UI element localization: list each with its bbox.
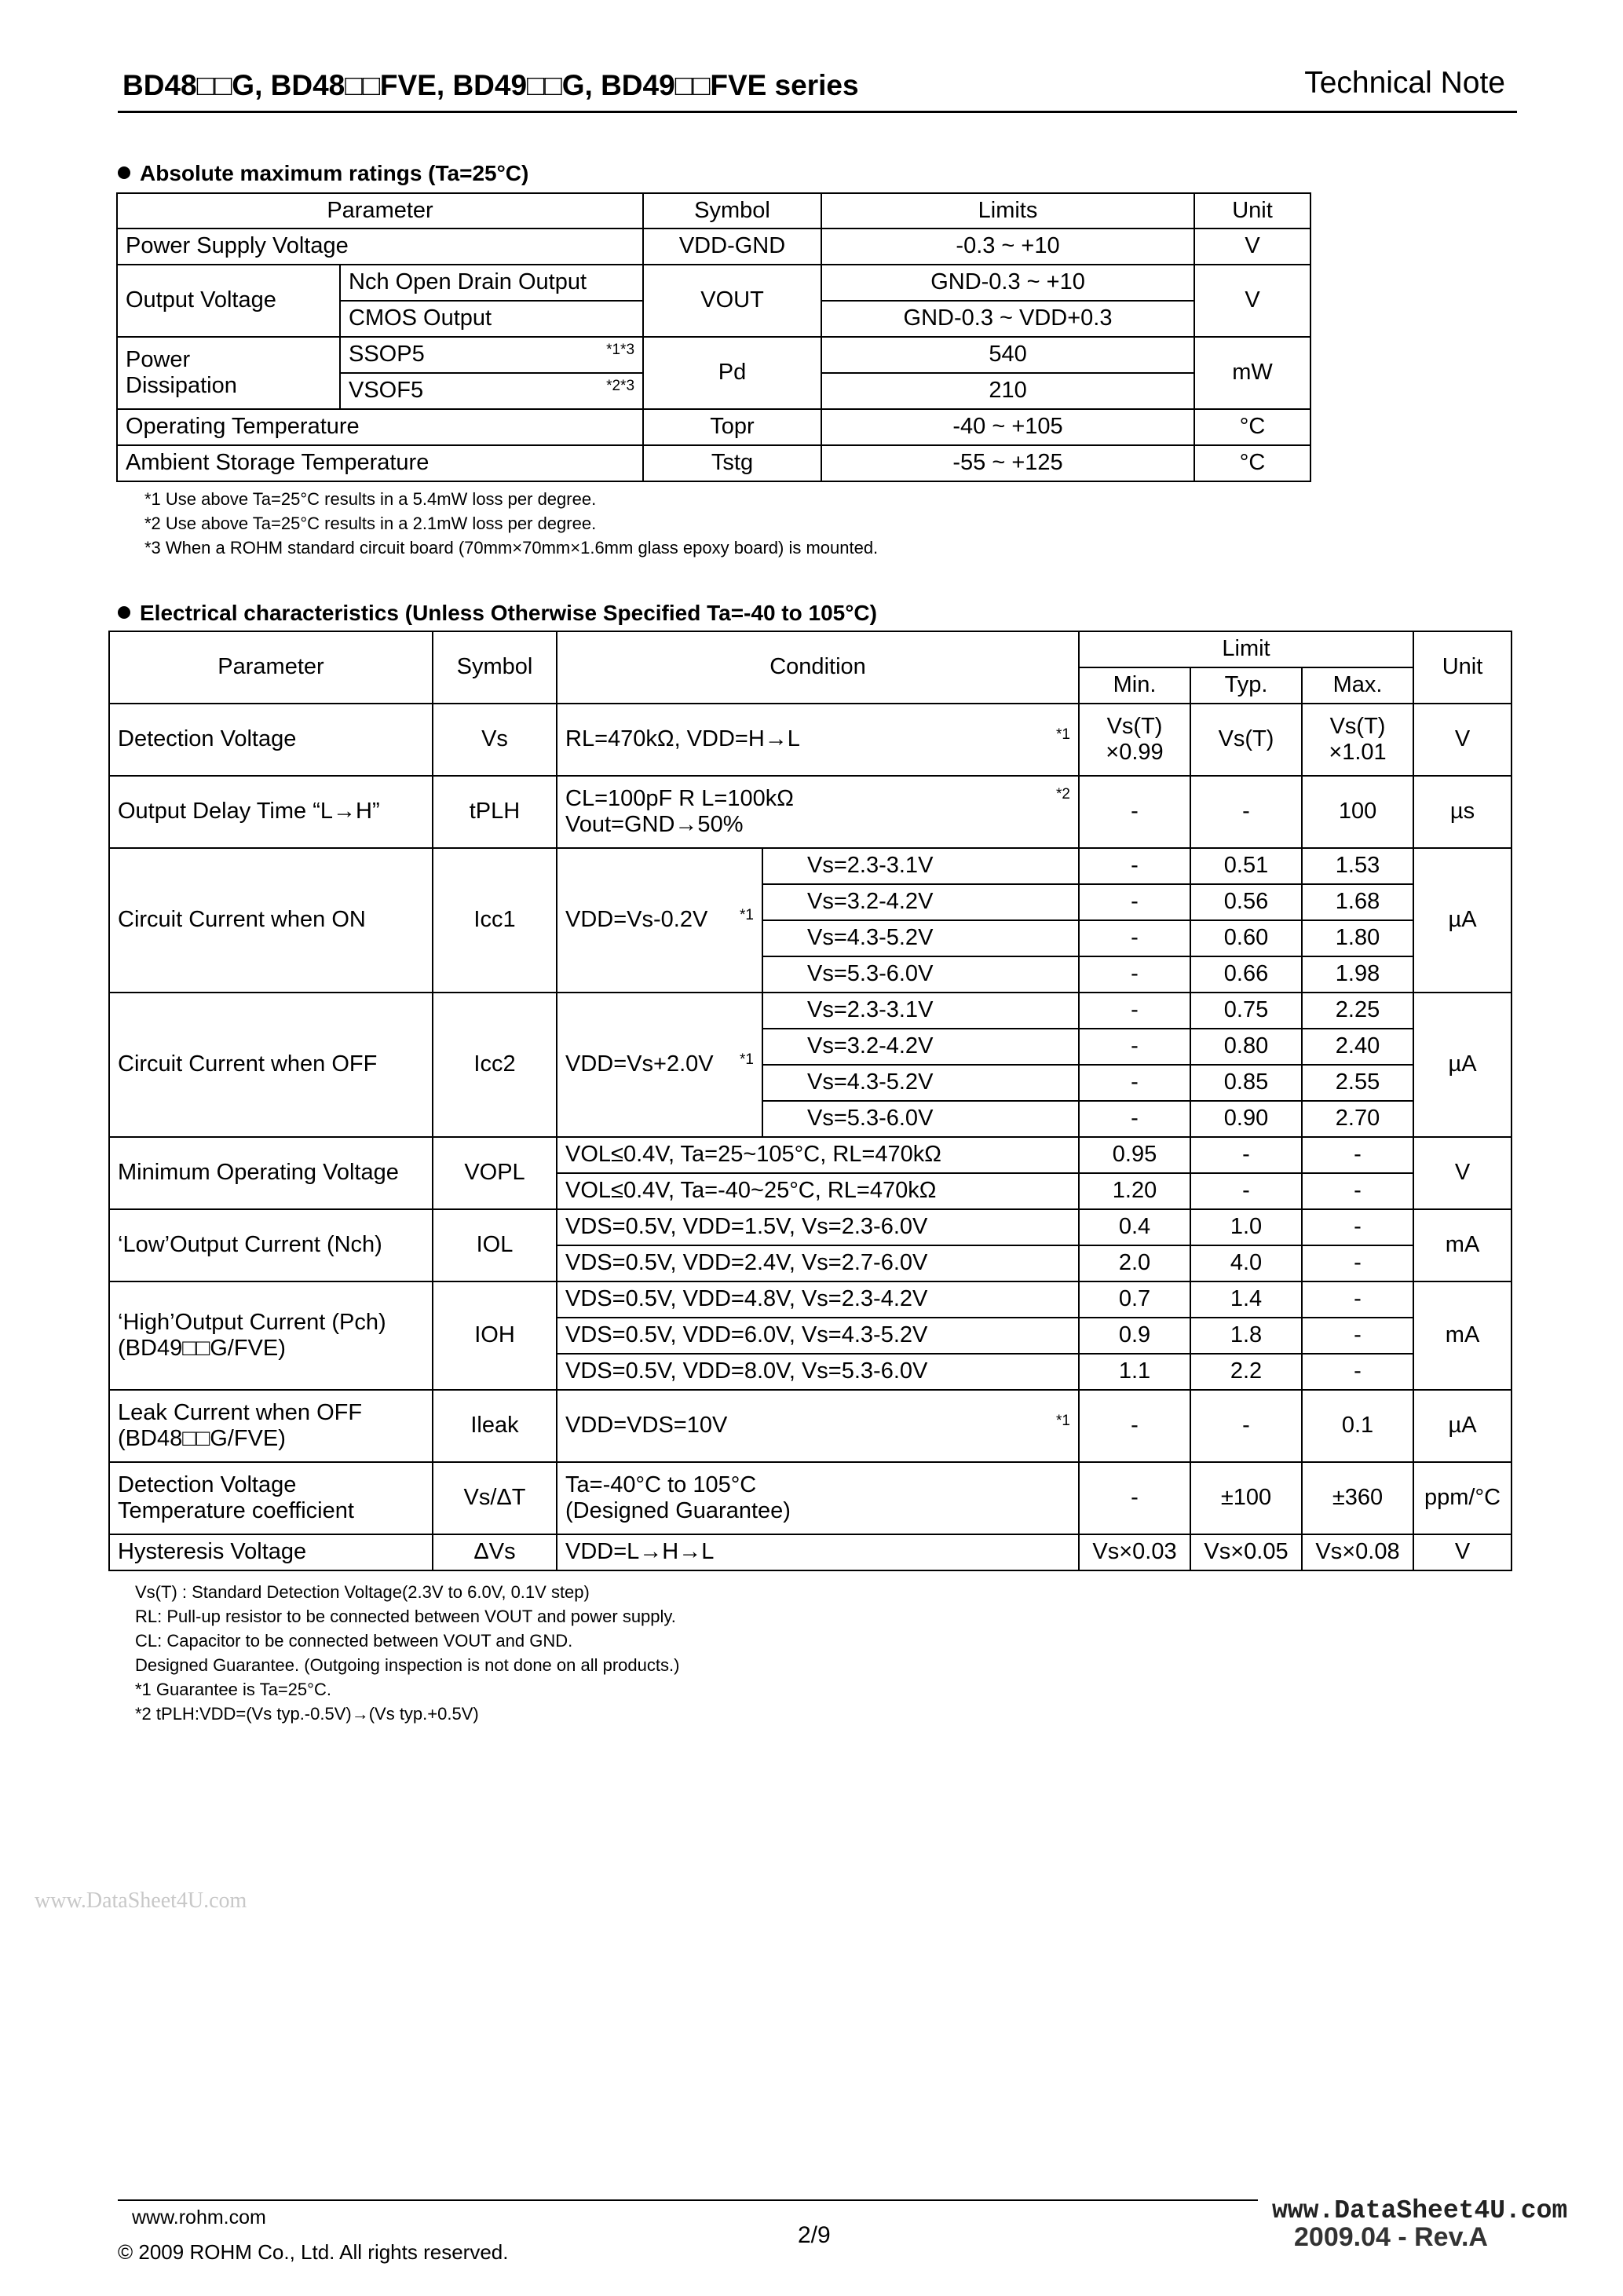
min-cell: Vs×0.03 (1079, 1534, 1190, 1570)
bullet-icon (118, 166, 130, 179)
typ-cell: Vs×0.05 (1190, 1534, 1302, 1570)
table-row (109, 1462, 1512, 1534)
condition-line: Vout=GND→50% (565, 812, 744, 837)
elec-char-table (108, 631, 1512, 1571)
symbol-cell: tPLH (433, 776, 557, 848)
unit-cell: °C (1194, 409, 1310, 445)
symbol-cell: Vs/ΔT (433, 1462, 557, 1534)
typ-cell: 0.80 (1190, 1029, 1302, 1065)
symbol-cell: VOUT (643, 265, 821, 337)
table-row (109, 993, 1512, 1029)
unit-cell: V (1413, 1137, 1512, 1209)
unit-cell: V (1413, 1534, 1512, 1570)
typ-cell: 0.56 (1190, 884, 1302, 920)
header-cell: Limits (821, 193, 1194, 229)
range-cell: Vs=5.3-6.0V (762, 956, 1079, 993)
max-cell: 2.55 (1302, 1065, 1413, 1101)
min-cell: 0.7 (1079, 1281, 1190, 1318)
symbol-cell: Icc1 (433, 848, 557, 993)
typ-cell: - (1190, 1137, 1302, 1173)
param-line: (BD49□□G/FVE) (118, 1336, 286, 1361)
max-cell: 1.53 (1302, 848, 1413, 884)
symbol-cell: VDD-GND (643, 229, 821, 265)
condition-text: VDD=VDS=10V (565, 1413, 728, 1439)
header-cell: Typ. (1190, 667, 1302, 704)
footnote: Designed Guarantee. (Outgoing inspection is not done on all products.) (135, 1655, 680, 1675)
max-cell: - (1302, 1209, 1413, 1245)
condition-cell (557, 776, 1079, 848)
footnote: *1 Use above Ta=25°C results in a 5.4mW loss per degree. (144, 489, 597, 509)
max-cell: - (1302, 1318, 1413, 1354)
max-cell: 100 (1302, 776, 1413, 848)
max-cell: - (1302, 1354, 1413, 1390)
limit-cell: -55 ~ +125 (821, 445, 1194, 481)
subparam-cell: CMOS Output (340, 301, 643, 337)
value-line: Vs(T) (1106, 713, 1163, 739)
condition-cell: VDS=0.5V, VDD=1.5V, Vs=2.3-6.0V (557, 1209, 1079, 1245)
min-cell: 0.95 (1079, 1137, 1190, 1173)
typ-cell: ±100 (1190, 1462, 1302, 1534)
min-cell: 0.4 (1079, 1209, 1190, 1245)
max-cell: - (1302, 1173, 1413, 1209)
param-cell: Hysteresis Voltage (109, 1534, 433, 1570)
table-row (109, 1534, 1512, 1570)
symbol-cell: ΔVs (433, 1534, 557, 1570)
min-cell: - (1079, 1029, 1190, 1065)
max-cell: 2.40 (1302, 1029, 1413, 1065)
typ-cell: 2.2 (1190, 1354, 1302, 1390)
symbol-cell: Icc2 (433, 993, 557, 1137)
param-cell: Minimum Operating Voltage (109, 1137, 433, 1209)
param-line: ‘High’Output Current (Pch) (118, 1309, 386, 1335)
symbol-cell: Topr (643, 409, 821, 445)
min-cell: - (1079, 1390, 1190, 1462)
limit-cell: GND-0.3 ~ +10 (821, 265, 1194, 301)
param-line: Detection Voltage (118, 1472, 297, 1497)
condition-cell: VDS=0.5V, VDD=6.0V, Vs=4.3-5.2V (557, 1318, 1079, 1354)
note-ref: *1*3 (606, 342, 635, 359)
document-title: BD48□□G, BD48□□FVE, BD49□□G, BD49□□FVE series (122, 69, 859, 101)
note-ref: *1 (740, 907, 754, 924)
range-cell: Vs=5.3-6.0V (762, 1101, 1079, 1137)
condition-cell (557, 993, 762, 1137)
header-cell: Unit (1413, 631, 1512, 704)
param-cell (109, 1462, 433, 1534)
param-cell: ‘Low’Output Current (Nch) (109, 1209, 433, 1281)
condition-cell: VDS=0.5V, VDD=2.4V, Vs=2.7-6.0V (557, 1245, 1079, 1281)
header-cell: Symbol (433, 631, 557, 704)
header-cell: Parameter (117, 193, 643, 229)
param-cell: Circuit Current when OFF (109, 993, 433, 1137)
typ-cell: 0.60 (1190, 920, 1302, 956)
min-cell: 0.9 (1079, 1318, 1190, 1354)
note-ref: *1 (1056, 726, 1070, 744)
max-cell: - (1302, 1245, 1413, 1281)
elec-char-heading-text: Electrical characteristics (Unless Otherwise Specified Ta=-40 to 105°C) (140, 601, 877, 625)
table-row (109, 1390, 1512, 1462)
typ-cell: 0.90 (1190, 1101, 1302, 1137)
max-cell: 2.70 (1302, 1101, 1413, 1137)
max-cell: 0.1 (1302, 1390, 1413, 1462)
min-cell: - (1079, 920, 1190, 956)
watermark-text: www.DataSheet4U.com (35, 1888, 247, 1913)
condition-line: CL=100pF R L=100kΩ (565, 785, 794, 811)
symbol-cell: Pd (643, 337, 821, 409)
param-cell: Output Delay Time “L→H” (109, 776, 433, 848)
abs-max-notes (144, 487, 878, 560)
param-cell (109, 1390, 433, 1462)
limit-cell: GND-0.3 ~ VDD+0.3 (821, 301, 1194, 337)
symbol-cell: Tstg (643, 445, 821, 481)
revision-label: 2009.04 - Rev.A (1294, 2222, 1488, 2252)
max-cell: 2.25 (1302, 993, 1413, 1029)
condition-text: VDD=Vs+2.0V (565, 1051, 714, 1077)
footnote: *2 Use above Ta=25°C results in a 2.1mW loss per degree. (144, 514, 597, 533)
symbol-cell: Vs (433, 704, 557, 776)
condition-text: RL=470kΩ, VDD=H→L (565, 726, 800, 752)
subparam-text: SSOP5 (349, 342, 425, 367)
footnote: *3 When a ROHM standard circuit board (70mm×70mm×1.6mm glass epoxy board) is mounted. (144, 538, 879, 558)
condition-cell: VOL≤0.4V, Ta=-40~25°C, RL=470kΩ (557, 1173, 1079, 1209)
limit-cell: 540 (821, 337, 1194, 373)
range-cell: Vs=3.2-4.2V (762, 884, 1079, 920)
limit-cell: 210 (821, 373, 1194, 409)
table-row (109, 776, 1512, 848)
footer-rule (118, 2199, 1258, 2201)
min-cell: 1.1 (1079, 1354, 1190, 1390)
typ-cell: 0.51 (1190, 848, 1302, 884)
watermark-text: www.DataSheet4U.com (1272, 2196, 1568, 2225)
param-line: Leak Current when OFF (118, 1399, 363, 1425)
unit-cell: µA (1413, 993, 1512, 1137)
symbol-cell: Ileak (433, 1390, 557, 1462)
param-cell (117, 337, 340, 409)
note-ref: *2*3 (606, 378, 635, 395)
subparam-cell (340, 373, 643, 409)
min-cell: - (1079, 776, 1190, 848)
typ-cell: 0.85 (1190, 1065, 1302, 1101)
unit-cell: V (1413, 704, 1512, 776)
typ-cell: 0.66 (1190, 956, 1302, 993)
table-row (109, 848, 1512, 884)
note-ref: *1 (740, 1051, 754, 1069)
typ-cell: 1.8 (1190, 1318, 1302, 1354)
range-cell: Vs=2.3-3.1V (762, 848, 1079, 884)
min-cell: - (1079, 884, 1190, 920)
subparam-cell: Nch Open Drain Output (340, 265, 643, 301)
condition-cell: VDD=L→H→L (557, 1534, 1079, 1570)
footnote: CL: Capacitor to be connected between VOUT and GND. (135, 1631, 573, 1651)
header-cell: Condition (557, 631, 1079, 704)
min-cell: - (1079, 956, 1190, 993)
page-number: 2/9 (798, 2222, 831, 2248)
param-line: Power (126, 346, 191, 372)
param-line: Temperature coefficient (118, 1498, 354, 1523)
abs-max-table (116, 192, 1311, 482)
max-cell: 1.98 (1302, 956, 1413, 993)
note-ref: *2 (1056, 785, 1070, 803)
table-row (109, 1209, 1512, 1245)
param-line: Dissipation (126, 373, 237, 398)
condition-cell (557, 848, 762, 993)
typ-cell: 4.0 (1190, 1245, 1302, 1281)
table-row (117, 337, 1310, 373)
param-cell: Detection Voltage (109, 704, 433, 776)
condition-cell: VDS=0.5V, VDD=4.8V, Vs=2.3-4.2V (557, 1281, 1079, 1318)
table-row (109, 1137, 1512, 1173)
min-cell: - (1079, 848, 1190, 884)
footnote: RL: Pull-up resistor to be connected between VOUT and power supply. (135, 1607, 676, 1626)
unit-cell: ppm/°C (1413, 1462, 1512, 1534)
header-cell: Symbol (643, 193, 821, 229)
table-header-row (117, 193, 1310, 229)
header-cell: Limit (1079, 631, 1413, 667)
min-cell: - (1079, 1065, 1190, 1101)
max-cell (1302, 704, 1413, 776)
typ-cell: - (1190, 776, 1302, 848)
unit-cell: µA (1413, 1390, 1512, 1462)
param-cell: Operating Temperature (117, 409, 643, 445)
bullet-icon (118, 606, 130, 619)
condition-text: VDD=Vs-0.2V (565, 907, 708, 933)
subparam-text: VSOF5 (349, 378, 424, 404)
table-row (117, 265, 1310, 301)
table-row (109, 704, 1512, 776)
elec-char-heading (118, 601, 877, 626)
min-cell: - (1079, 1101, 1190, 1137)
max-cell: - (1302, 1281, 1413, 1318)
min-cell: - (1079, 993, 1190, 1029)
table-header-row (109, 631, 1512, 667)
unit-cell: °C (1194, 445, 1310, 481)
value-line: ×1.01 (1329, 740, 1387, 765)
footer-copyright: © 2009 ROHM Co., Ltd. All rights reserved. (118, 2240, 509, 2264)
subparam-cell (340, 337, 643, 373)
header-cell: Unit (1194, 193, 1310, 229)
abs-max-heading (118, 161, 528, 186)
condition-cell (557, 1390, 1079, 1462)
abs-max-heading-text: Absolute maximum ratings (Ta=25°C) (140, 161, 529, 185)
table-row (117, 409, 1310, 445)
min-cell: 1.20 (1079, 1173, 1190, 1209)
range-cell: Vs=4.3-5.2V (762, 920, 1079, 956)
limit-cell: -40 ~ +105 (821, 409, 1194, 445)
limit-cell: -0.3 ~ +10 (821, 229, 1194, 265)
typ-cell: 0.75 (1190, 993, 1302, 1029)
unit-cell: mA (1413, 1209, 1512, 1281)
max-cell: 1.68 (1302, 884, 1413, 920)
max-cell: 1.80 (1302, 920, 1413, 956)
max-cell: - (1302, 1137, 1413, 1173)
unit-cell: µs (1413, 776, 1512, 848)
typ-cell: Vs(T) (1190, 704, 1302, 776)
typ-cell: - (1190, 1390, 1302, 1462)
header-cell: Max. (1302, 667, 1413, 704)
footer-url-link[interactable]: www.rohm.com (132, 2206, 266, 2228)
typ-cell: - (1190, 1173, 1302, 1209)
param-cell: Power Supply Voltage (117, 229, 643, 265)
table-row (117, 229, 1310, 265)
footnote: *2 tPLH:VDD=(Vs typ.-0.5V)→(Vs typ.+0.5V) (135, 1704, 479, 1724)
unit-cell: V (1194, 229, 1310, 265)
footnote: *1 Guarantee is Ta=25°C. (135, 1680, 331, 1699)
symbol-cell: IOH (433, 1281, 557, 1390)
max-cell: Vs×0.08 (1302, 1534, 1413, 1570)
symbol-cell: IOL (433, 1209, 557, 1281)
max-cell: ±360 (1302, 1462, 1413, 1534)
unit-cell: mA (1413, 1281, 1512, 1390)
min-cell: 2.0 (1079, 1245, 1190, 1281)
condition-cell: VDS=0.5V, VDD=8.0V, Vs=5.3-6.0V (557, 1354, 1079, 1390)
footnote: Vs(T) : Standard Detection Voltage(2.3V to 6.0V, 0.1V step) (135, 1582, 590, 1602)
unit-cell: mW (1194, 337, 1310, 409)
min-cell (1079, 704, 1190, 776)
value-line: ×0.99 (1106, 740, 1164, 765)
unit-cell: µA (1413, 848, 1512, 993)
param-cell: Ambient Storage Temperature (117, 445, 643, 481)
symbol-cell: VOPL (433, 1137, 557, 1209)
value-line: Vs(T) (1329, 713, 1386, 739)
condition-cell: VOL≤0.4V, Ta=25~105°C, RL=470kΩ (557, 1137, 1079, 1173)
param-cell (109, 1281, 433, 1390)
technical-note-label: Technical Note (1304, 66, 1505, 100)
table-row (117, 445, 1310, 481)
range-cell: Vs=4.3-5.2V (762, 1065, 1079, 1101)
range-cell: Vs=2.3-3.1V (762, 993, 1079, 1029)
min-cell: - (1079, 1462, 1190, 1534)
header-cell: Min. (1079, 667, 1190, 704)
table-row (109, 1281, 1512, 1318)
param-cell: Circuit Current when ON (109, 848, 433, 993)
unit-cell: V (1194, 265, 1310, 337)
condition-cell (557, 1462, 1079, 1534)
header-cell: Parameter (109, 631, 433, 704)
param-line: (BD48□□G/FVE) (118, 1426, 286, 1451)
elec-char-notes (135, 1580, 679, 1726)
range-cell: Vs=3.2-4.2V (762, 1029, 1079, 1065)
param-cell: Output Voltage (117, 265, 340, 337)
typ-cell: 1.4 (1190, 1281, 1302, 1318)
condition-cell (557, 704, 1079, 776)
condition-line: (Designed Guarantee) (565, 1498, 791, 1523)
condition-line: Ta=-40°C to 105°C (565, 1472, 757, 1497)
note-ref: *1 (1056, 1413, 1070, 1430)
header-rule (118, 111, 1517, 113)
typ-cell: 1.0 (1190, 1209, 1302, 1245)
